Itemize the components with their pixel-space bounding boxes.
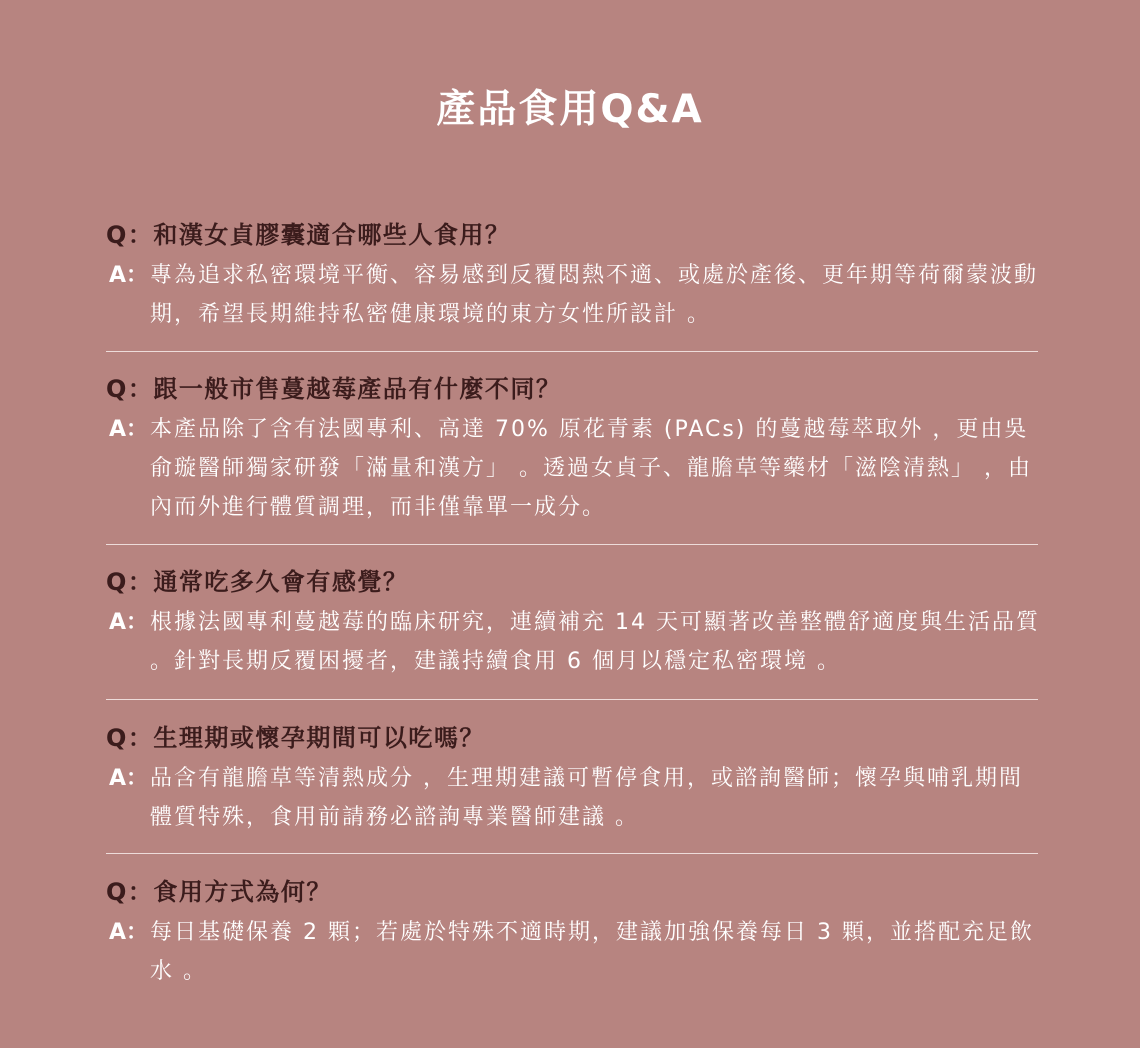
answer-text: 根據法國專利蔓越莓的臨床研究，連續補充 14 天可顯著改善整體舒適度與生活品質 。針對長期反覆困擾者，建議持續食用 6 個月以穩定私密環境 。 (150, 610, 1040, 674)
question-mark: Q： (106, 375, 154, 403)
question-text: 跟一般市售蔓越莓產品有什麼不同？ (153, 374, 562, 403)
answer-text: 本產品除了含有法國專利、高達 70% 原花青素 (PACs) 的蔓越莓萃取外 ，更由吳俞璇醫師獨家研發「滿量和漢方」 。透過女貞子、龍膽草等藥材「滋陰清熱」 ，由內而外進行體質調理，而非僅靠單一成分。 (150, 417, 1032, 520)
answer-1 (106, 256, 1040, 334)
question-mark: Q： (106, 878, 154, 906)
question-text: 通常吃多久會有感覺？ (153, 567, 409, 596)
divider (106, 699, 1038, 700)
qa-item-5 (106, 875, 1040, 991)
page-title: 產品食用Q&A (436, 87, 704, 132)
qa-item-4 (106, 721, 1040, 837)
question-1 (106, 218, 1040, 252)
answer-text: 品含有龍膽草等清熱成分 ，生理期建議可暫停食用，或諮詢醫師；懷孕與哺乳期間體質特殊，食用前請務必諮詢專業醫師建議 。 (150, 766, 1023, 830)
answer-2 (106, 410, 1040, 527)
qa-item-2 (106, 372, 1040, 527)
question-2 (106, 372, 1040, 406)
answer-text: 每日基礎保養 2 顆；若處於特殊不適時期，建議加強保養每日 3 顆，並搭配充足飲水 。 (150, 920, 1034, 984)
question-text: 和漢女貞膠囊適合哪些人食用？ (153, 220, 511, 249)
divider (106, 853, 1038, 854)
question-4 (106, 721, 1040, 755)
answer-mark: A： (109, 263, 149, 288)
question-5 (106, 875, 1040, 909)
answer-text: 專為追求私密環境平衡、容易感到反覆悶熱不適、或處於產後、更年期等荷爾蒙波動期，希望長期維持私密健康環境的東方女性所設計 。 (150, 263, 1039, 327)
question-text: 生理期或懷孕期間可以吃嗎？ (153, 723, 485, 752)
question-mark: Q： (106, 221, 154, 249)
question-text: 食用方式為何？ (153, 877, 332, 906)
answer-5 (106, 913, 1040, 991)
answer-3 (106, 603, 1040, 681)
divider (106, 544, 1038, 545)
answer-mark: A： (109, 766, 149, 791)
divider (106, 351, 1038, 352)
answer-mark: A： (109, 610, 149, 635)
question-mark: Q： (106, 724, 154, 752)
question-mark: Q： (106, 568, 154, 596)
answer-mark: A： (109, 417, 149, 442)
qa-item-1 (106, 218, 1040, 334)
question-3 (106, 565, 1040, 599)
qa-item-3 (106, 565, 1040, 681)
answer-4 (106, 759, 1040, 837)
answer-mark: A： (109, 920, 149, 945)
